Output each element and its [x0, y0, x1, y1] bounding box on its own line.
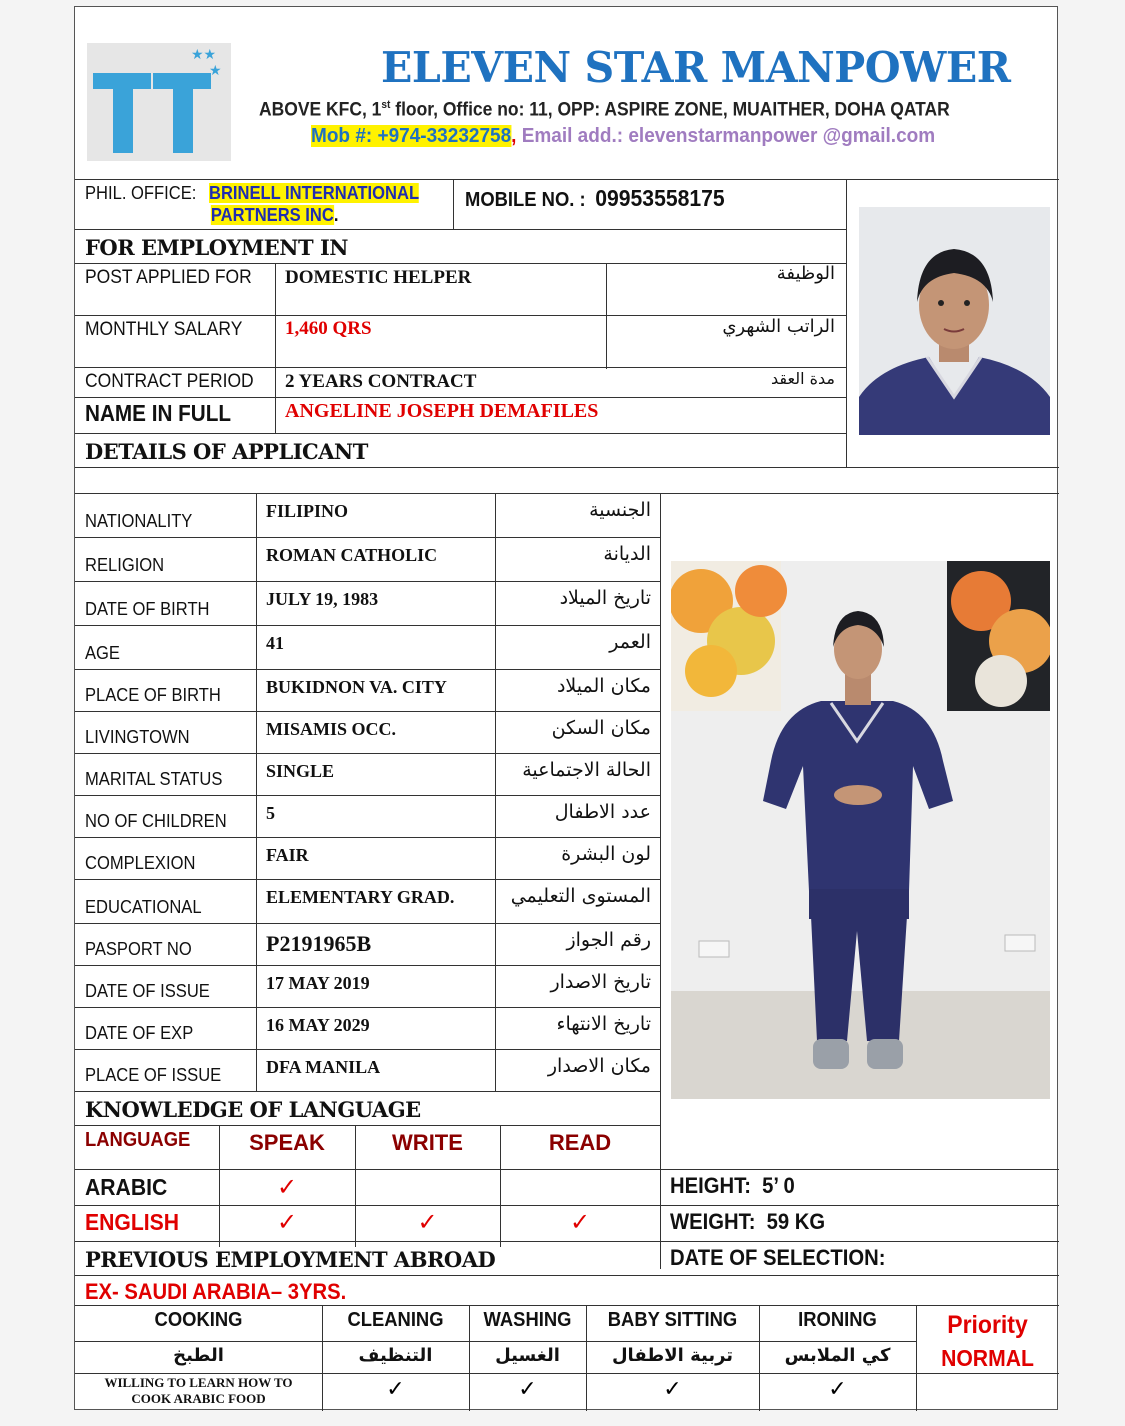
detail-value: ELEMENTARY GRAD.	[266, 887, 455, 907]
language-header: WRITE	[392, 1130, 463, 1155]
skill-header: WASHING	[483, 1309, 572, 1331]
divider	[75, 625, 660, 626]
previous-section-title: PREVIOUS EMPLOYMENT ABROAD	[85, 1247, 496, 1272]
employment-arabic: الوظيفة	[776, 263, 835, 284]
skill-header: CLEANING	[347, 1309, 444, 1331]
check-icon: ✓	[386, 1377, 405, 1402]
divider	[75, 1125, 660, 1126]
detail-value: SINGLE	[266, 761, 335, 781]
language-header: LANGUAGE	[85, 1129, 191, 1151]
address-part: floor, Office no: 11, OPP: ASPIRE ZONE, MUAITHER, DOHA QATAR	[390, 99, 950, 121]
employment-value-salary: 1,460 QRS	[285, 318, 372, 339]
divider	[275, 263, 276, 433]
detail-value: BUKIDNON VA. CITY	[266, 677, 447, 697]
divider	[75, 537, 660, 538]
skill-arabic: كي الملابس	[784, 1345, 891, 1366]
check-icon: ✓	[828, 1377, 847, 1402]
check-icon: ✓	[663, 1377, 682, 1402]
detail-arabic: مكان الميلاد	[556, 675, 651, 697]
employment-arabic: مدة العقد	[771, 369, 835, 388]
detail-arabic: تاريخ الميلاد	[559, 587, 651, 609]
divider	[75, 1049, 660, 1050]
detail-label: PLACE OF ISSUE	[85, 1065, 222, 1085]
divider	[75, 1205, 1059, 1206]
weight-row	[670, 1209, 825, 1235]
divider	[75, 1305, 1059, 1306]
skill-header: IRONING	[798, 1309, 877, 1331]
mobile-value: 09953558175	[595, 185, 725, 211]
divider	[75, 753, 660, 754]
divider	[75, 179, 1059, 180]
cooking-note	[75, 1375, 322, 1407]
employment-arabic: الراتب الشهري	[722, 316, 835, 337]
biodata-sheet	[74, 6, 1058, 1410]
applicant-full-photo	[671, 561, 1050, 1099]
divider	[75, 493, 1059, 494]
svg-text:★: ★	[209, 63, 222, 79]
priority-value: NORMAL	[941, 1345, 1034, 1371]
divider	[75, 1341, 916, 1342]
phil-office-name-line2: PARTNERS INC	[210, 205, 334, 225]
weight-value: 59 KG	[766, 1209, 826, 1234]
detail-label: DATE OF EXP	[85, 1023, 194, 1043]
employment-value-contract: 2 YEARS CONTRACT	[285, 371, 477, 392]
detail-label: DATE OF ISSUE	[85, 981, 210, 1001]
divider	[75, 1091, 660, 1092]
skill-header: BABY SITTING	[607, 1309, 738, 1331]
divider	[453, 179, 454, 229]
company-contact	[311, 125, 935, 148]
height-label: HEIGHT:	[670, 1173, 751, 1198]
skill-header: COOKING	[154, 1309, 243, 1331]
detail-arabic: الجنسية	[589, 499, 651, 521]
detail-value: ROMAN CATHOLIC	[266, 545, 438, 565]
divider	[75, 1007, 660, 1008]
detail-value: 5	[266, 803, 275, 823]
detail-value: FILIPINO	[266, 501, 349, 521]
divider	[916, 1305, 917, 1411]
address-part: ABOVE KFC, 1	[259, 99, 382, 121]
employment-label: MONTHLY SALARY	[85, 319, 243, 340]
detail-value: 41	[266, 633, 284, 653]
applicant-headshot	[859, 207, 1050, 435]
detail-label: NO OF CHILDREN	[85, 811, 227, 831]
divider	[75, 367, 846, 368]
phil-office-name-line1: BRINELL INTERNATIONAL	[209, 183, 420, 203]
detail-value: JULY 19, 1983	[266, 589, 379, 609]
language-name: ARABIC	[85, 1174, 168, 1200]
divider	[75, 965, 660, 966]
company-address	[259, 99, 950, 121]
detail-label: COMPLEXION	[85, 853, 196, 873]
detail-label: DATE OF BIRTH	[85, 599, 210, 619]
check-icon: ✓	[417, 1208, 438, 1236]
comma: ,	[511, 125, 517, 147]
employment-label: CONTRACT PERIOD	[85, 371, 254, 392]
check-icon: ✓	[569, 1208, 591, 1236]
divider	[75, 711, 660, 712]
divider	[75, 795, 660, 796]
divider	[846, 179, 847, 467]
skill-arabic: تربية الاطفال	[611, 1345, 734, 1366]
company-mobile: Mob #: +974-33232758	[311, 125, 512, 147]
divider	[75, 837, 660, 838]
divider	[606, 263, 607, 369]
detail-value: DFA MANILA	[266, 1057, 381, 1077]
detail-label: MARITAL STATUS	[85, 769, 223, 789]
employment-section-title: FOR EMPLOYMENT IN	[85, 235, 348, 260]
divider	[75, 229, 846, 230]
detail-arabic: لون البشرة	[561, 843, 651, 865]
skill-arabic: الطبخ	[173, 1345, 224, 1366]
phil-office-name	[209, 182, 419, 226]
detail-arabic: مكان السكن	[551, 717, 651, 739]
detail-value: 17 MAY 2019	[266, 973, 370, 993]
detail-arabic: رقم الجواز	[566, 929, 651, 951]
language-section-title: KNOWLEDGE OF LANGUAGE	[85, 1097, 421, 1122]
language-header: READ	[548, 1130, 612, 1155]
eleven-logo-icon	[87, 43, 231, 161]
language-header: SPEAK	[249, 1130, 325, 1155]
period: .	[333, 205, 339, 225]
detail-label: PLACE OF BIRTH	[85, 685, 221, 705]
priority-label: Priority	[947, 1311, 1028, 1339]
language-name: ENGLISH	[85, 1209, 180, 1235]
name-label: NAME IN FULL	[85, 400, 232, 426]
divider	[660, 493, 661, 1269]
detail-label: PASPORT NO	[85, 939, 192, 959]
divider	[75, 433, 846, 434]
detail-label: AGE	[85, 643, 120, 663]
divider	[75, 467, 1059, 468]
divider	[75, 1275, 1059, 1276]
detail-arabic: عدد الاطفال	[554, 801, 651, 823]
divider	[256, 493, 257, 1091]
detail-arabic: تاريخ الاصدار	[550, 971, 651, 993]
detail-arabic: الحالة الاجتماعية	[522, 759, 651, 781]
divider	[75, 581, 660, 582]
detail-arabic: تاريخ الانتهاء	[556, 1013, 651, 1035]
check-icon: ✓	[518, 1377, 537, 1402]
mobile-row	[465, 185, 725, 212]
detail-value: P2191965B	[266, 931, 372, 956]
detail-label: EDUCATIONAL	[85, 897, 202, 917]
divider	[75, 669, 660, 670]
person-fullbody-icon	[671, 561, 1050, 1099]
details-section-title: DETAILS OF APPLICANT	[85, 439, 368, 464]
detail-arabic: المستوى التعليمي	[510, 885, 651, 907]
previous-employment-value: EX- SAUDI ARABIA– 3YRS.	[85, 1279, 347, 1304]
detail-label: RELIGION	[85, 555, 165, 575]
divider	[75, 923, 660, 924]
detail-value: FAIR	[266, 845, 309, 865]
detail-label: NATIONALITY	[85, 511, 193, 531]
divider	[75, 397, 846, 398]
svg-text:★★: ★★	[191, 47, 217, 63]
height-row	[670, 1173, 795, 1199]
check-icon: ✓	[276, 1173, 298, 1201]
divider	[75, 1373, 1059, 1374]
height-value: 5’ 0	[762, 1173, 795, 1198]
company-name: ELEVEN STAR MANPOWER	[381, 43, 1011, 92]
selection-label: DATE OF SELECTION:	[670, 1245, 886, 1270]
divider	[75, 1241, 1059, 1242]
phil-office-label: PHIL. OFFICE:	[85, 183, 197, 203]
detail-value: 16 MAY 2029	[266, 1015, 370, 1035]
name-value: ANGELINE JOSEPH DEMAFILES	[285, 400, 599, 422]
check-icon: ✓	[276, 1208, 298, 1236]
detail-arabic: الديانة	[603, 543, 651, 565]
cooking-note-line: COOK ARABIC FOOD	[131, 1391, 266, 1406]
divider	[75, 879, 660, 880]
skill-arabic: الغسيل	[495, 1345, 560, 1366]
detail-value: MISAMIS OCC.	[266, 719, 397, 739]
cooking-note-line: WILLING TO LEARN HOW TO	[104, 1375, 293, 1390]
person-headshot-icon	[859, 207, 1050, 435]
divider	[495, 493, 496, 1091]
employment-label: POST APPLIED FOR	[85, 267, 252, 288]
employment-value-post: DOMESTIC HELPER	[285, 267, 472, 288]
mobile-label: MOBILE NO. :	[465, 189, 586, 211]
company-logo	[87, 43, 231, 161]
skill-arabic: التنظيف	[358, 1345, 433, 1366]
divider	[75, 1169, 1059, 1170]
detail-label: LIVINGTOWN	[85, 727, 190, 747]
detail-arabic: مكان الاصدار	[547, 1055, 651, 1077]
company-email: Email add.: elevenstarmanpower @gmail.com	[516, 125, 936, 147]
detail-arabic: العمر	[609, 631, 651, 653]
address-sup: st	[381, 99, 391, 111]
weight-label: WEIGHT:	[670, 1209, 756, 1234]
